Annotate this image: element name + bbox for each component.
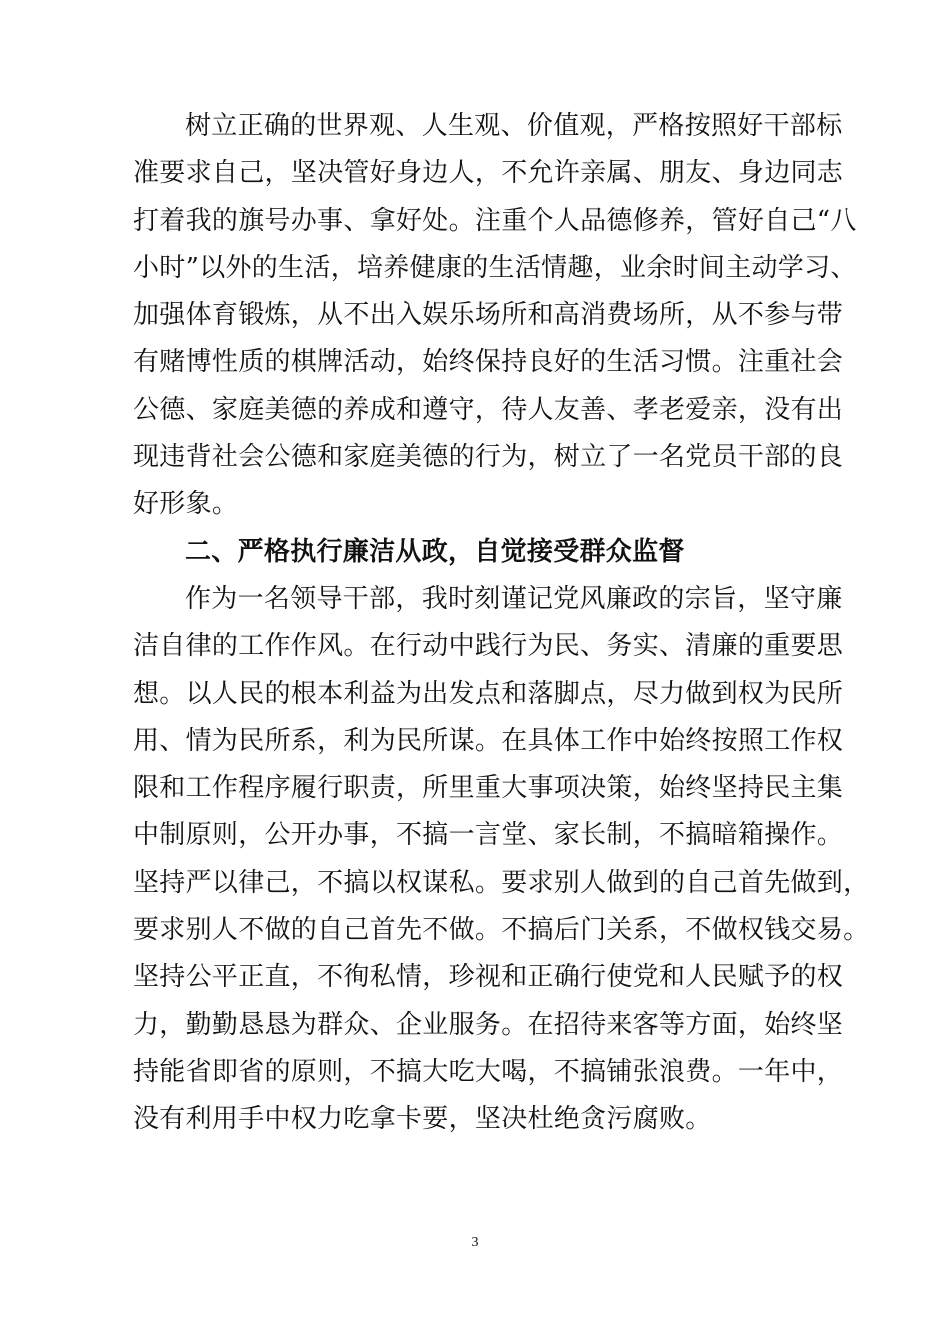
paragraph-1-line-2: 准要求自己，坚决管好身边人，不允许亲属、朋友、身边同志 [133, 158, 844, 189]
page-number: 3 [471, 1235, 479, 1250]
paragraph-2-line-8: 要求别人不做的自己首先不做。不搞后门关系，不做权钱交易。 [133, 915, 870, 946]
paragraph-1-line-8: 现违背社会公德和家庭美德的行为，树立了一名党员干部的良 [133, 442, 844, 473]
paragraph-2-line-3: 想。以人民的根本利益为出发点和落脚点，尽力做到权为民所 [133, 678, 844, 709]
paragraph-1-line-3: 打着我的旗号办事、拿好处。注重个人品德修养，管好自己“八 [133, 205, 857, 236]
paragraph-2-line-1: 作为一名领导干部，我时刻谨记党风廉政的宗旨，坚守廉 [185, 583, 843, 614]
document-body [133, 103, 870, 1144]
paragraph-1-line-7: 公德、家庭美德的养成和遵守，待人友善、孝老爱亲，没有出 [133, 394, 844, 425]
paragraph-1-line-6: 有赌博性质的棋牌活动，始终保持良好的生活习惯。注重社会 [133, 347, 844, 378]
paragraph-2-line-11: 持能省即省的原则，不搞大吃大喝，不搞铺张浪费。一年中， [133, 1056, 844, 1087]
paragraph-1-line-5: 加强体育锻炼，从不出入娱乐场所和高消费场所，从不参与带 [133, 300, 844, 331]
paragraph-2-line-4: 用、情为民所系，利为民所谋。在具体工作中始终按照工作权 [133, 725, 844, 756]
section-heading: 二、严格执行廉洁从政，自觉接受群众监督 [185, 536, 685, 567]
paragraph-2-line-10: 力，勤勤恳恳为群众、企业服务。在招待来客等方面，始终坚 [133, 1009, 844, 1040]
paragraph-1-line-1: 树立正确的世界观、人生观、价值观，严格按照好干部标 [185, 111, 843, 141]
paragraph-2-line-7: 坚持严以律己，不搞以权谋私。要求别人做到的自己首先做到， [133, 867, 870, 898]
paragraph-1-line-9: 好形象。 [133, 489, 239, 520]
paragraph-1-line-4: 小时”以外的生活，培养健康的生活情趣，业余时间主动学习、 [133, 252, 857, 283]
paragraph-2-line-6: 中制原则，公开办事，不搞一言堂、家长制，不搞暗箱操作。 [133, 820, 844, 851]
paragraph-2-line-12: 没有利用手中权力吃拿卡要，坚决杜绝贪污腐败。 [133, 1104, 712, 1135]
paragraph-2-line-5: 限和工作程序履行职责，所里重大事项决策，始终坚持民主集 [133, 773, 844, 804]
paragraph-2-line-9: 坚持公平正直，不徇私情，珍视和正确行使党和人民赋予的权 [133, 962, 844, 993]
paragraph-2-line-2: 洁自律的工作作风。在行动中践行为民、务实、清廉的重要思 [133, 631, 844, 662]
